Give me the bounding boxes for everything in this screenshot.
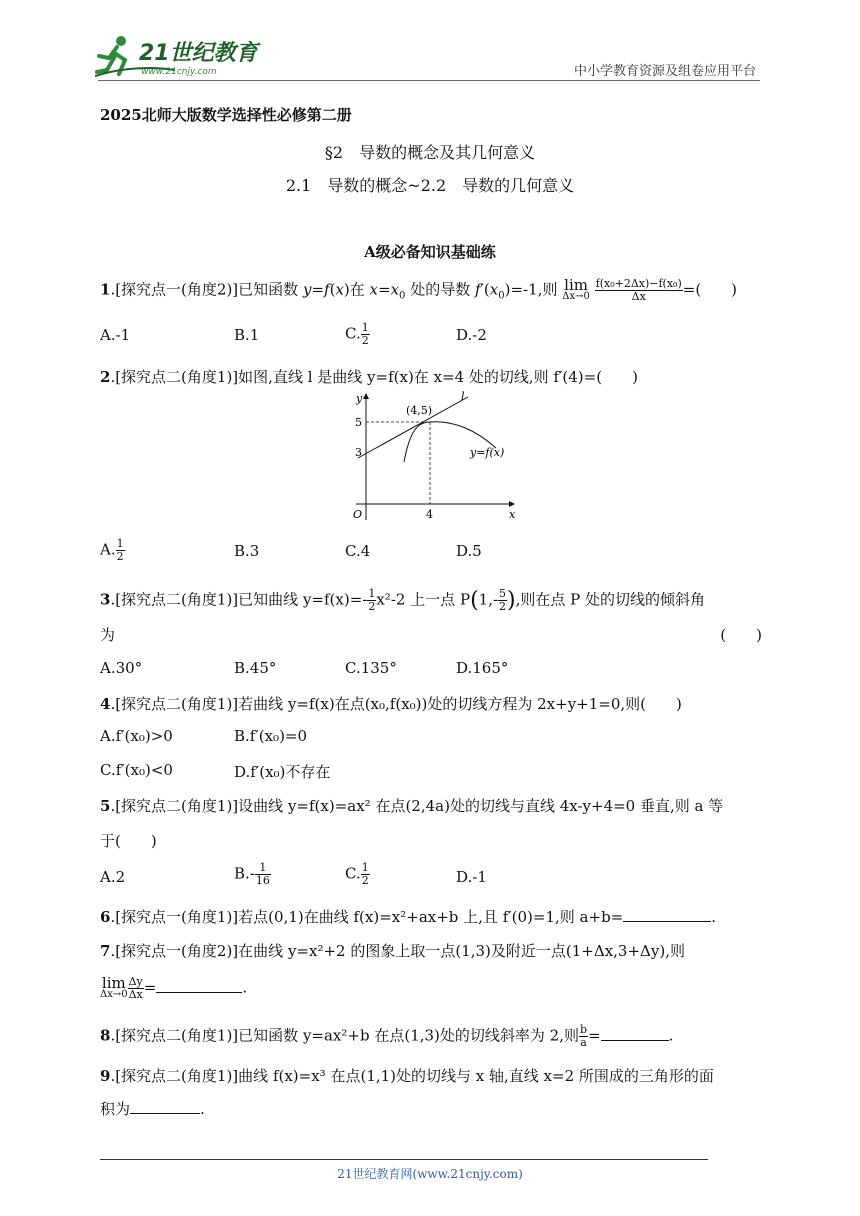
q4-option-d[interactable]: D.f′(x₀)不存在 (234, 763, 331, 781)
q1-option-d[interactable]: D.-2 (456, 326, 487, 344)
q9-answer-blank[interactable] (130, 1099, 200, 1114)
q7-answer-blank[interactable] (156, 978, 242, 993)
q2-option-d[interactable]: D.5 (456, 542, 482, 560)
q3-option-a[interactable]: A.30° (100, 659, 143, 677)
q2-option-c[interactable]: C.4 (345, 542, 371, 560)
curve-label: y=f(x) (470, 446, 505, 459)
q5-option-b[interactable]: B.- $\frac{1}{16}$ (234, 861, 270, 887)
q5-option-a[interactable]: A.2 (100, 868, 126, 886)
point-label: (4,5) (406, 404, 433, 417)
header-right-text: 中小学教育资源及组卷应用平台 (573, 64, 756, 79)
question-2: 2.[探究点二(角度1)]如图,直线 l 是曲线 y=f(x)在 x=4 处的切线,则 f′(4)=( ) (100, 368, 638, 386)
question-8: 8.[探究点二(角度1)]已知函数 y=ax²+b 在点(1,3)处的切线斜率为 2,则 $\frac{b}{a}$ = . (100, 1023, 674, 1049)
tick-y3: 3 (355, 446, 362, 459)
q1-option-b[interactable]: B.1 (234, 326, 260, 344)
q4-option-a[interactable]: A.f′(x₀)>0 (100, 727, 173, 745)
question-9: 9.[探究点二(角度1)]曲线 f(x)=x³ 在点(1,1)处的切线与 x 轴,直线 x=2 所围成的三角形的面 (100, 1067, 714, 1085)
question-5: 5.[探究点二(角度1)]设曲线 y=f(x)=ax² 在点(2,4a)处的切线与直线 4x-y+4=0 垂直,则 a 等 (100, 797, 724, 815)
q2-graph (318, 390, 528, 528)
tick-x4: 4 (426, 508, 433, 521)
q1-option-c[interactable]: C. $\frac{1}{2}$ (345, 321, 369, 347)
logo (95, 34, 265, 80)
q3-option-d[interactable]: D.165° (456, 659, 509, 677)
question-3: 3.[探究点二(角度1)]已知曲线 y=f(x)=- $\frac{1}{2}$ x²-2 上一点 P(1,- $\frac{5}{2}$ ),则在点 P 处的切线的倾斜角 (100, 587, 706, 613)
q2-option-b[interactable]: B.3 (234, 542, 260, 560)
origin-label: O (353, 508, 363, 521)
footer-link[interactable]: 21世纪教育网(www.21cnjy.com) (337, 1167, 523, 1181)
q6-answer-blank[interactable] (623, 907, 711, 922)
section-main: §2 导数的概念及其几何意义 (324, 143, 536, 162)
question-9-line-2: 积为 . (100, 1100, 205, 1118)
tick-y5: 5 (355, 416, 362, 429)
question-3-line-2: 为 ( ) (100, 626, 762, 644)
q8-answer-blank[interactable] (601, 1026, 669, 1041)
header-divider (98, 80, 760, 81)
logo-url: www.21cnjy.com (141, 67, 217, 77)
doc-title: 2025北师大版数学选择性必修第二册 (100, 106, 352, 124)
level-heading: A级必备知识基础练 (364, 243, 496, 261)
question-7: 7.[探究点一(角度2)]在曲线 y=x²+2 的图象上取一点(1,3)及附近一点(1+Δx,3+Δy),则 (100, 942, 685, 960)
q5-option-c[interactable]: C. $\frac{1}{2}$ (345, 861, 369, 887)
question-6: 6.[探究点一(角度1)]若点(0,1)在曲线 f(x)=x²+ax+b 上,且 f′(0)=1,则 a+b= . (100, 908, 717, 926)
logo-text: 21世纪教育 (139, 41, 258, 66)
q1-option-a[interactable]: A.-1 (100, 326, 131, 344)
line-label: l (461, 390, 465, 403)
q4-option-b[interactable]: B.f′(x₀)=0 (234, 727, 308, 745)
question-5-line-2: 于( ) (100, 832, 157, 850)
question-4: 4.[探究点二(角度1)]若曲线 y=f(x)在点(x₀,f(x₀))处的切线方程为 2x+y+1=0,则( ) (100, 695, 682, 713)
footer-divider (100, 1159, 708, 1160)
q4-option-c[interactable]: C.f′(x₀)<0 (100, 761, 173, 779)
q3-option-c[interactable]: C.135° (345, 659, 397, 677)
q5-option-d[interactable]: D.-1 (456, 868, 487, 886)
q1-fraction: $\frac{\text{f(x₀+2Δx)−f(x₀)}}{\Delta x}$ (595, 277, 682, 303)
section-sub: 2.1 导数的概念~2.2 导数的几何意义 (285, 176, 575, 195)
y-axis-label: y (356, 392, 363, 405)
question-1: 1.[探究点一(角度2)]已知函数 y=f(x)在 $x=x_0$ 处的导数 $f'(x_0)=-1$,则 lim Δx→0 $\frac{\text{f(x₀+2Δx)−f(x₀)}}{\Delta x}$ =( ) (100, 275, 738, 303)
q2-option-a[interactable]: A. $\frac{1}{2}$ (100, 537, 124, 563)
x-axis-label: x (509, 508, 516, 521)
question-7-line-2: lim Δx→0 $\frac{\Delta y}{\Delta x}$ = . (100, 973, 248, 1001)
q3-option-b[interactable]: B.45° (234, 659, 277, 677)
